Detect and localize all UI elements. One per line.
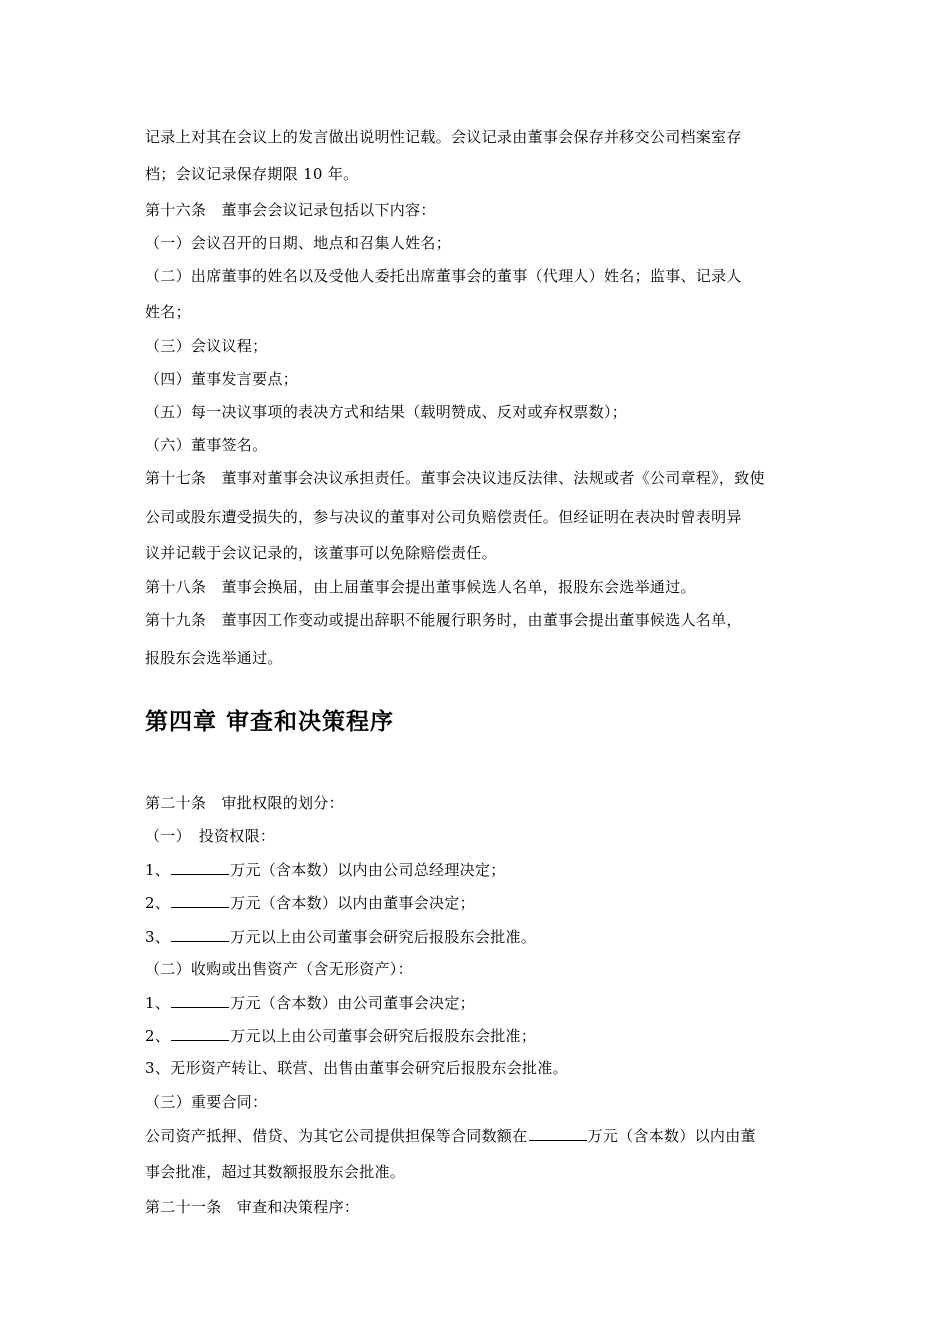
blank-field <box>171 1025 229 1041</box>
article-20-title: 第二十条 审批权限的划分： <box>145 794 344 812</box>
list-item: 2、 万元以上由公司董事会研究后报股东会批准； <box>145 1027 537 1045</box>
article-18: 第十八条 董事会换届，由上届董事会提出董事候选人名单，报股东会选举通过。 <box>145 578 696 596</box>
section-title: （三）重要合同： <box>145 1093 268 1111</box>
list-item: 3、 万元以上由公司董事会研究后报股东会批准。 <box>145 928 537 946</box>
article-17-line: 第十七条 董事对董事会决议承担责任。董事会决议违反法律、法规或者《公司章程》，致使 <box>145 469 765 487</box>
chapter-heading: 第四章 审查和决策程序 <box>145 709 395 735</box>
article-21-title: 第二十一条 审查和决策程序： <box>145 1198 360 1216</box>
list-item: 2、 万元（含本数）以内由董事会决定； <box>145 894 475 912</box>
blank-field <box>171 992 229 1008</box>
list-item: 1、 万元（含本数）由公司董事会决定； <box>145 994 475 1012</box>
section-title: （二）收购或出售资产（含无形资产）： <box>145 960 413 978</box>
paragraph-line: 档；会议记录保存期限 10 年。 <box>145 165 359 183</box>
blank-field <box>171 859 229 875</box>
paragraph-line: 公司资产抵押、借贷、为其它公司提供担保等合同数额在 万元（含本数）以内由董 <box>145 1127 756 1145</box>
list-item: 1、 万元（含本数）以内由公司总经理决定； <box>145 861 506 879</box>
list-item: （三）会议议程； <box>145 337 268 355</box>
article-17-line: 议并记载于会议记录的，该董事可以免除赔偿责任。 <box>145 544 497 562</box>
list-item: （六）董事签名。 <box>145 436 268 454</box>
paragraph-line: 记录上对其在会议上的发言做出说明性记载。会议记录由董事会保存并移交公司档案室存 <box>145 128 742 146</box>
article-19-line: 第十九条 董事因工作变动或提出辞职不能履行职务时，由董事会提出董事候选人名单， <box>145 611 742 629</box>
list-item: （二）出席董事的姓名以及受他人委托出席董事会的董事（代理人）姓名；监事、记录人 <box>145 267 742 285</box>
article-19-line: 报股东会选举通过。 <box>145 649 283 667</box>
list-item: （四）董事发言要点； <box>145 370 299 388</box>
paragraph-line: 事会批准，超过其数额报股东会批准。 <box>145 1163 406 1181</box>
section-title: （一） 投资权限： <box>145 827 276 845</box>
blank-field <box>171 926 229 942</box>
list-item: （五）每一决议事项的表决方式和结果（载明赞成、反对或弃权票数）； <box>145 403 628 421</box>
list-item: （一）会议召开的日期、地点和召集人姓名； <box>145 234 452 252</box>
list-item: 3、无形资产转让、联营、出售由董事会研究后报股东会批准。 <box>145 1059 568 1077</box>
article-17-line: 公司或股东遭受损失的，参与决议的董事对公司负赔偿责任。但经证明在表决时曾表明异 <box>145 508 742 526</box>
list-item-continuation: 姓名； <box>145 303 191 321</box>
blank-field <box>171 892 229 908</box>
article-16-title: 第十六条 董事会会议记录包括以下内容： <box>145 201 436 219</box>
blank-field <box>529 1125 587 1141</box>
